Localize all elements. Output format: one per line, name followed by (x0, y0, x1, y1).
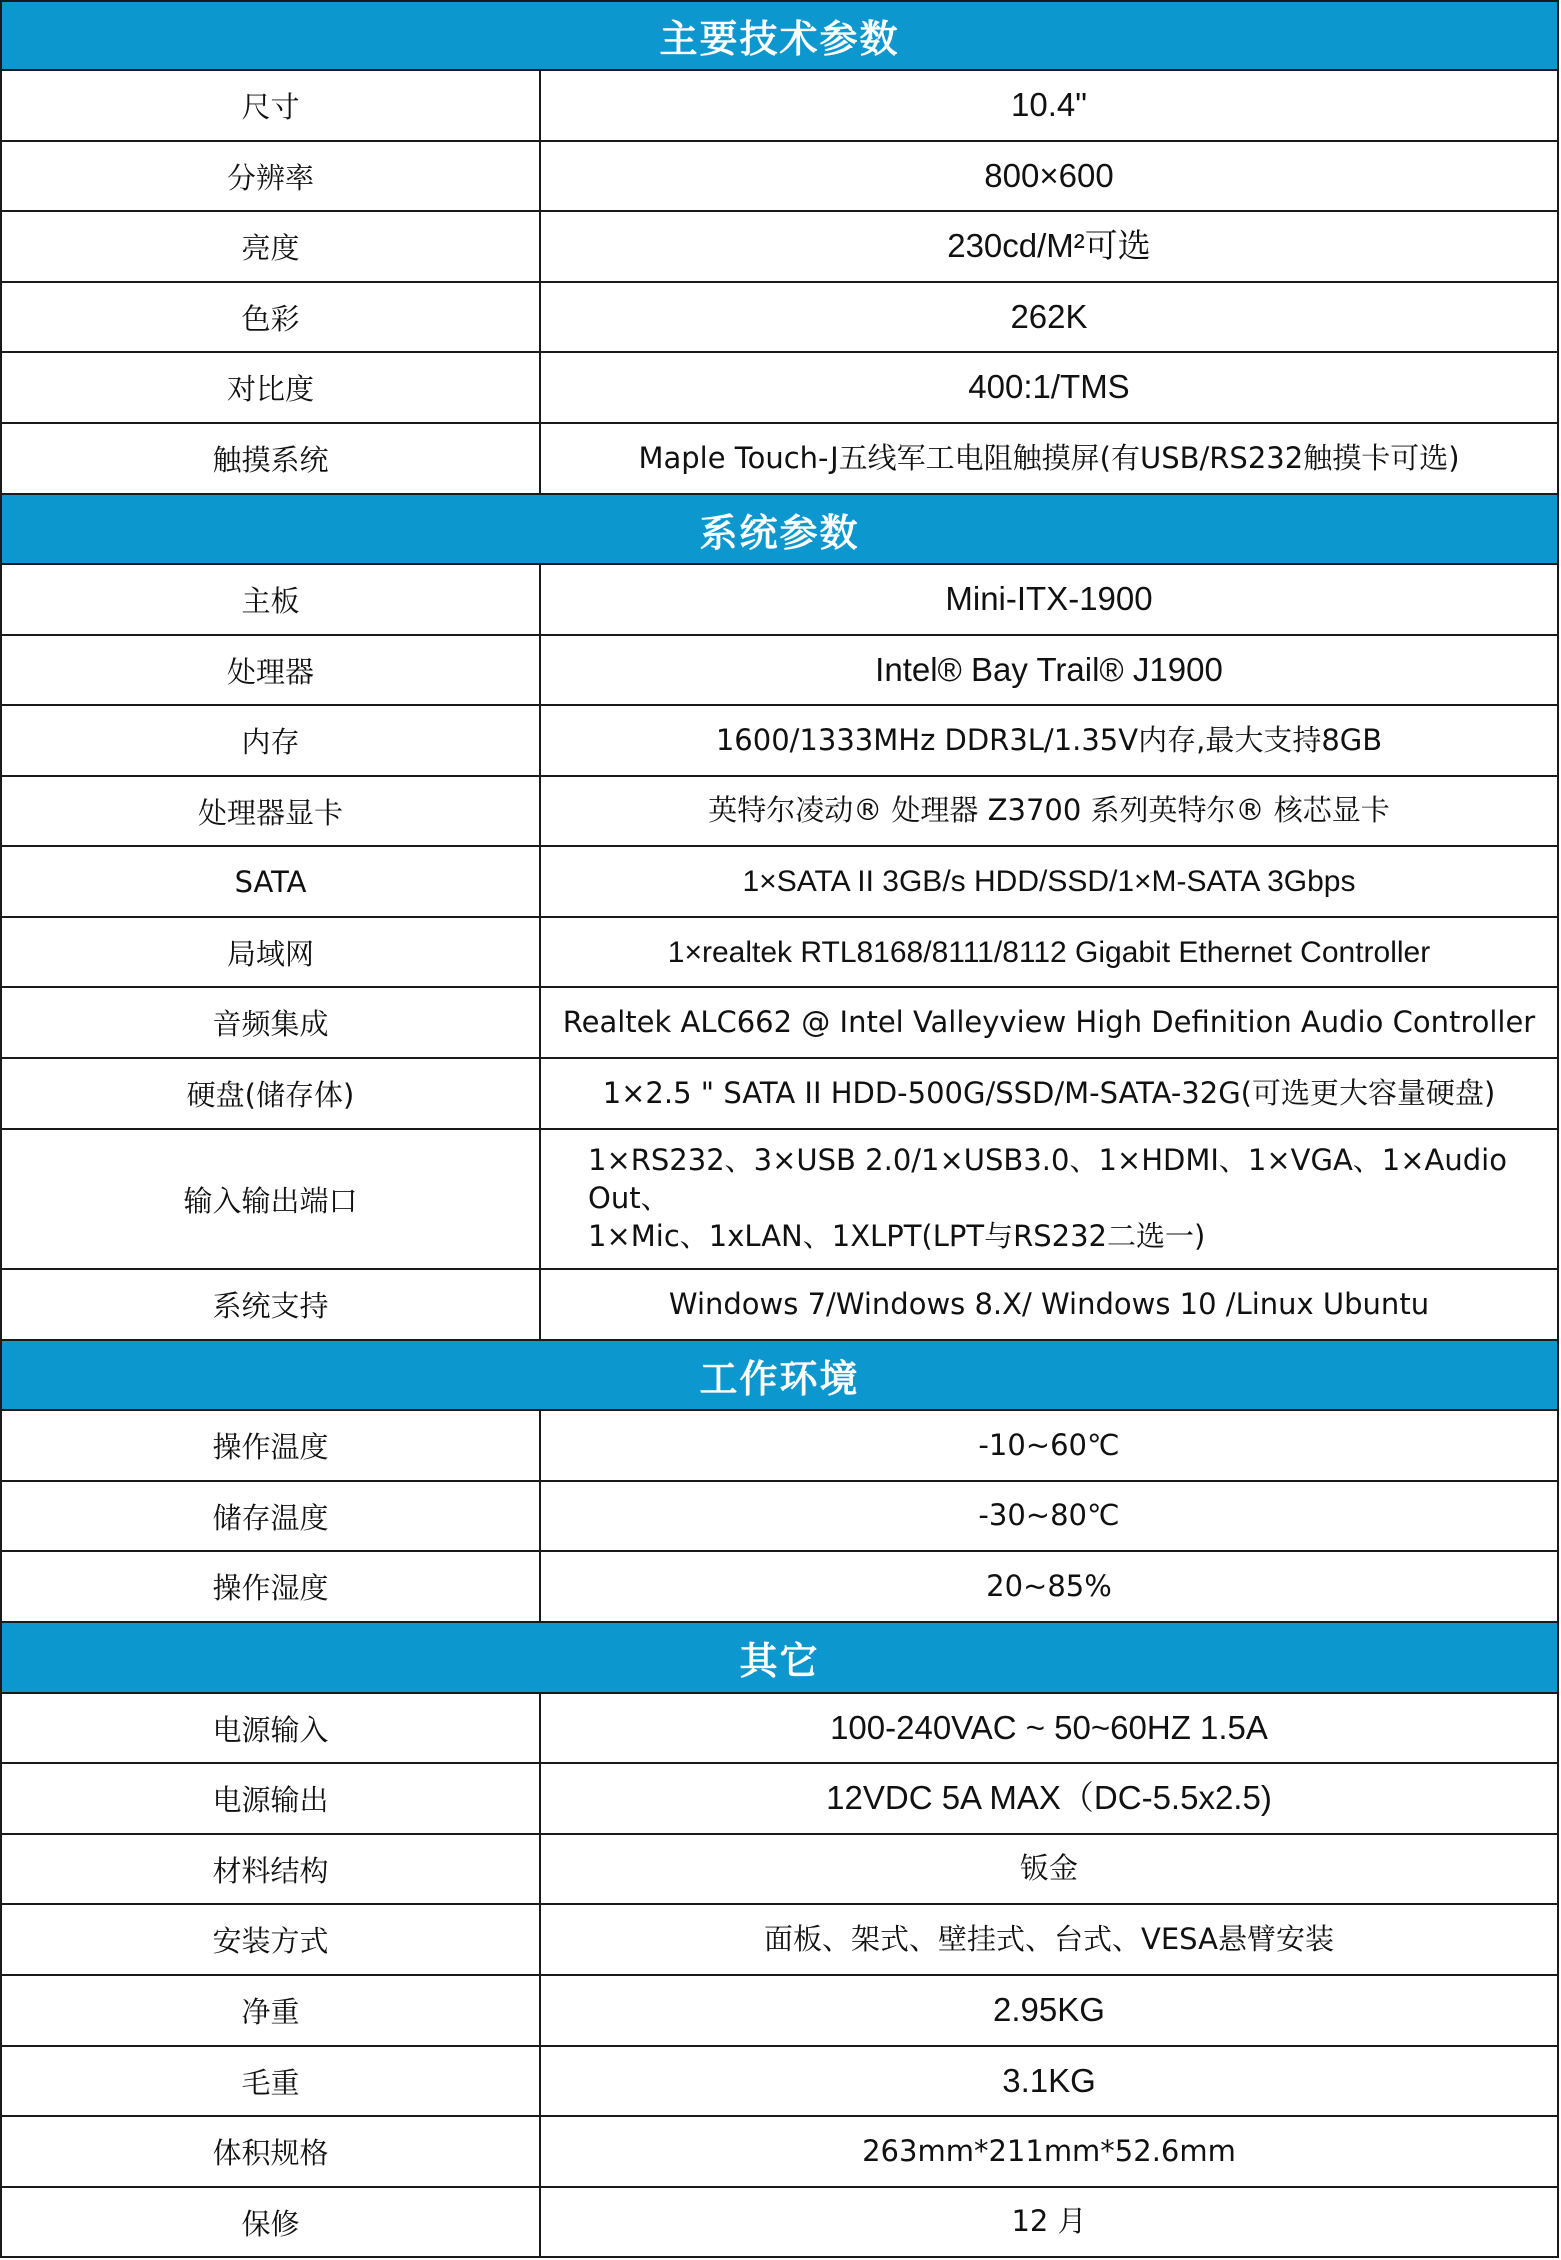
row-label: 电源输出 (2, 1764, 541, 1833)
row-label: 毛重 (2, 2047, 541, 2115)
row-value: 230cd/M²可选 (947, 227, 1151, 265)
row-value: 263mm*211mm*52.6mm (862, 2133, 1236, 2168)
row-label: 储存温度 (2, 1482, 541, 1550)
row-value: 面板、架式、壁挂式、台式、VESA悬臂安装 (764, 1921, 1334, 1956)
table-row (0, 283, 1559, 353)
row-value: 20~85% (986, 1568, 1112, 1603)
row-label: 材料结构 (2, 1835, 541, 1903)
table-row (0, 1270, 1559, 1341)
table-row (0, 1482, 1559, 1552)
row-label: 分辨率 (2, 142, 541, 210)
table-row (0, 988, 1559, 1059)
row-value: 12VDC 5A MAX（DC-5.5x2.5) (826, 1779, 1272, 1817)
row-value: -10~60℃ (978, 1427, 1120, 1462)
row-label: 安装方式 (2, 1905, 541, 1974)
row-label: 电源输入 (2, 1694, 541, 1762)
row-label: 内存 (2, 706, 541, 775)
row-label: 主板 (2, 565, 541, 634)
table-row (0, 1130, 1559, 1270)
row-label: 尺寸 (2, 71, 541, 140)
table-row (0, 1835, 1559, 1905)
row-label: 局域网 (2, 918, 541, 986)
row-value: Realtek ALC662 @ Intel Valleyview High Definition Audio Controller (562, 1004, 1536, 1039)
row-label: 色彩 (2, 283, 541, 351)
row-label: 体积规格 (2, 2117, 541, 2186)
row-value: 1×2.5 " SATA II HDD-500G/SSD/M-SATA-32G(可选更大容量硬盘) (602, 1075, 1496, 1110)
row-label: 硬盘(储存体) (2, 1059, 541, 1128)
row-value: -30~80℃ (978, 1498, 1120, 1533)
row-value: Maple Touch-J五线军工电阻触摸屏(有USB/RS232触摸卡可选) (638, 440, 1460, 475)
row-value: 钣金 (1019, 1851, 1078, 1886)
row-value: 10.4" (1011, 86, 1087, 124)
row-value: 1×RS232、3×USB 2.0/1×USB3.0、1×HDMI、1×VGA、1×Audio Out、 1×Mic、1xLAN、1XLPT(LPT与RS232二选一) (588, 1143, 1507, 1253)
table-row (0, 1976, 1559, 2047)
table-row (0, 1552, 1559, 1623)
table-row (0, 2117, 1559, 2188)
row-value: 1600/1333MHz DDR3L/1.35V内存,最大支持8GB (715, 722, 1383, 757)
table-row (0, 212, 1559, 283)
row-value: 12 月 (1011, 2204, 1087, 2239)
section-header-environment: 工作环境 (0, 1341, 1559, 1411)
row-label: SATA (2, 847, 541, 916)
row-label: 系统支持 (2, 1270, 541, 1339)
table-row (0, 71, 1559, 142)
row-value: 100-240VAC ~ 50~60HZ 1.5A (830, 1708, 1268, 1746)
table-row (0, 918, 1559, 988)
row-value: Windows 7/Windows 8.X/ Windows 10 /Linux Ubuntu (668, 1286, 1430, 1321)
table-row (0, 424, 1559, 495)
row-value: 800×600 (984, 156, 1114, 194)
row-value: Intel® Bay Trail® J1900 (875, 650, 1223, 688)
section-header-other: 其它 (0, 1623, 1559, 1694)
row-value: Mini-ITX-1900 (945, 580, 1153, 618)
row-label: 触摸系统 (2, 424, 541, 493)
table-row (0, 1411, 1559, 1482)
row-label: 操作湿度 (2, 1552, 541, 1621)
section-header-main-specs: 主要技术参数 (0, 0, 1559, 71)
row-label: 亮度 (2, 212, 541, 281)
table-row (0, 565, 1559, 636)
table-row (0, 2188, 1559, 2258)
table-row (0, 1694, 1559, 1764)
table-row (0, 353, 1559, 424)
row-label: 净重 (2, 1976, 541, 2045)
table-row (0, 1764, 1559, 1835)
row-label: 保修 (2, 2188, 541, 2256)
row-value: 1×realtek RTL8168/8111/8112 Gigabit Ethernet Controller (667, 935, 1431, 969)
row-label: 对比度 (2, 353, 541, 422)
table-row (0, 1059, 1559, 1130)
row-value: 英特尔凌动® 处理器 Z3700 系列英特尔® 核芯显卡 (708, 793, 1390, 828)
table-row (0, 777, 1559, 847)
row-label: 处理器显卡 (2, 777, 541, 845)
row-value: 1×SATA II 3GB/s HDD/SSD/1×M-SATA 3Gbps (742, 865, 1356, 898)
table-row (0, 847, 1559, 918)
table-row (0, 636, 1559, 706)
row-label: 处理器 (2, 636, 541, 704)
table-row (0, 142, 1559, 212)
row-value: 2.95KG (993, 1991, 1105, 2029)
row-label: 输入输出端口 (2, 1130, 541, 1268)
row-value: 400:1/TMS (968, 368, 1130, 406)
row-value: 3.1KG (1002, 2061, 1096, 2099)
table-row (0, 2047, 1559, 2117)
table-row (0, 1905, 1559, 1976)
row-label: 音频集成 (2, 988, 541, 1057)
row-label: 操作温度 (2, 1411, 541, 1480)
table-row (0, 706, 1559, 777)
section-header-system-params: 系统参数 (0, 495, 1559, 565)
row-value: 262K (1010, 297, 1088, 335)
